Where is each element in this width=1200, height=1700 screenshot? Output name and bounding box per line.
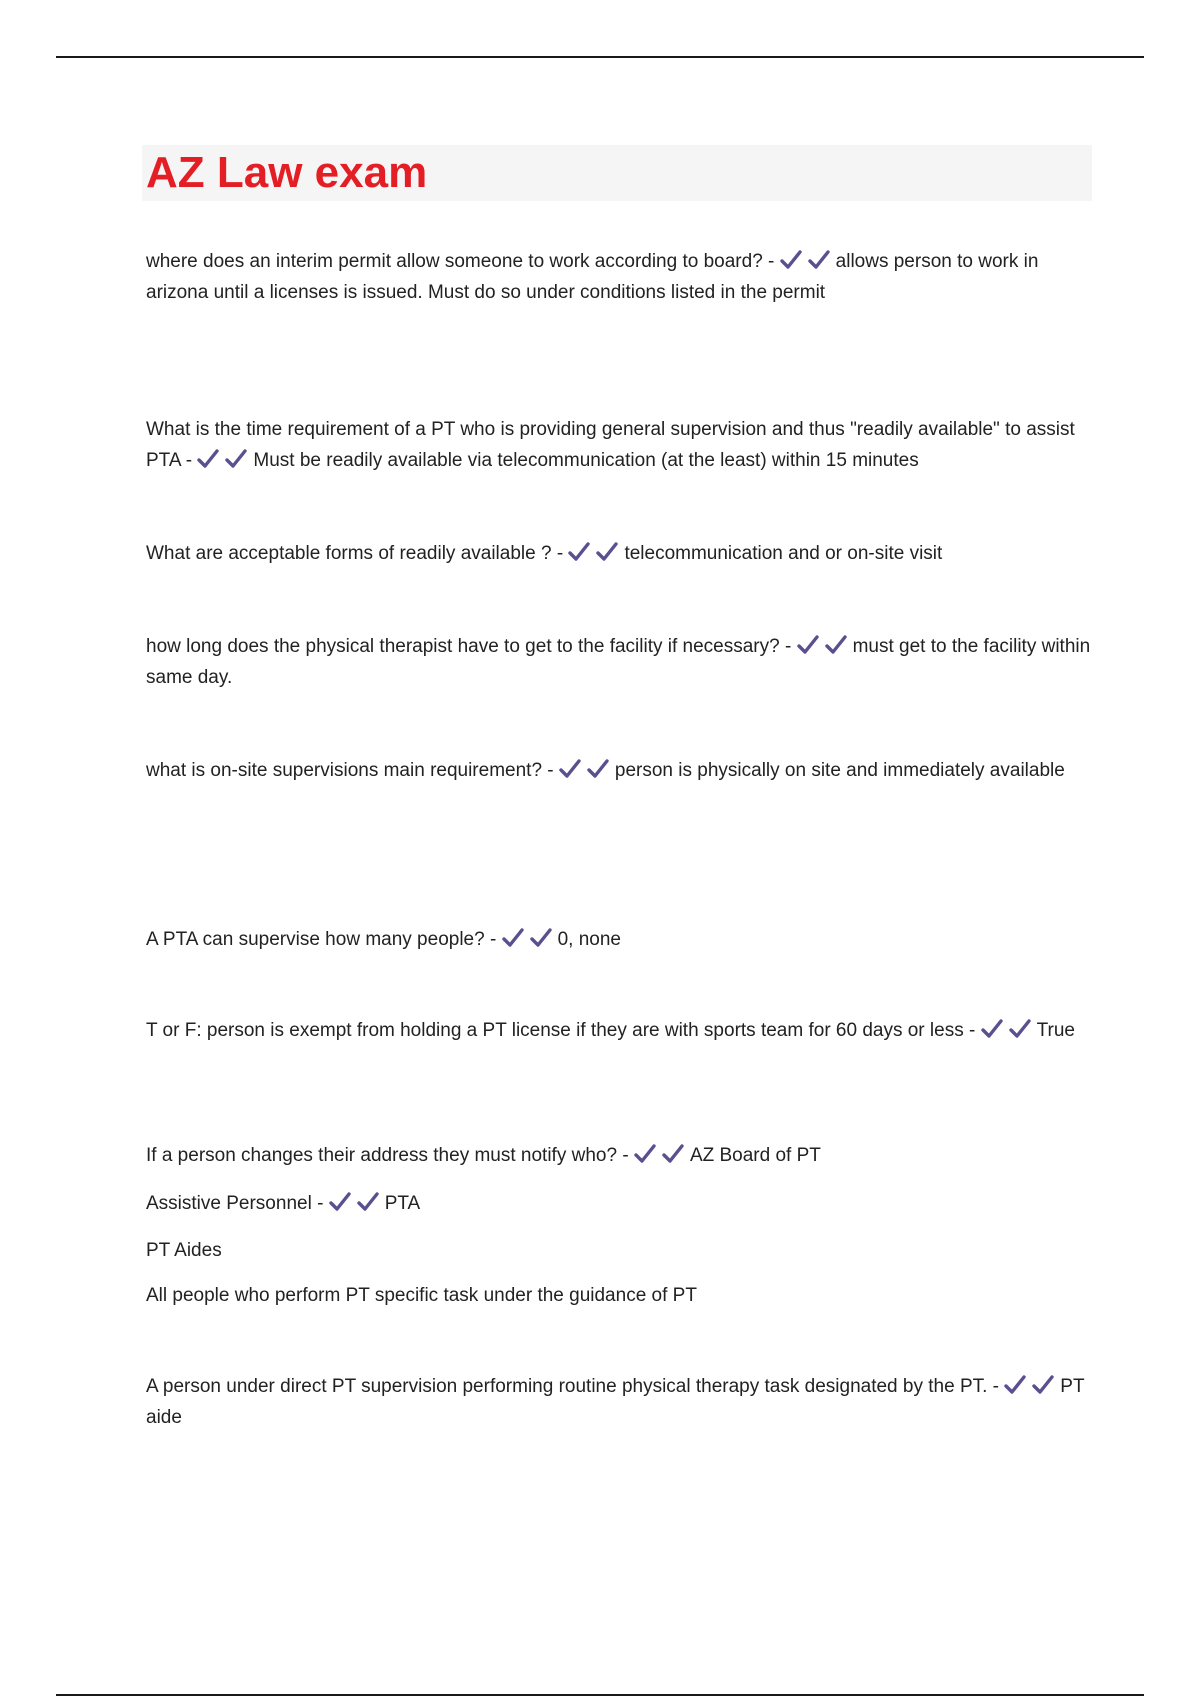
- check-icon: [357, 1192, 379, 1212]
- answer-text: allows person to work in arizona until a licenses is issued. Must do so under conditions listed in the permit: [146, 251, 1039, 303]
- check-icon: [502, 928, 524, 948]
- qa-item: [146, 631, 1096, 693]
- qa-item: [146, 1188, 1096, 1219]
- question-text: A PTA can supervise how many people? -: [146, 929, 497, 950]
- question-text: What are acceptable forms of readily available ? -: [146, 543, 564, 564]
- answer-text: True: [1036, 1020, 1075, 1041]
- qa-item: [146, 924, 1096, 955]
- answer-text: 0, none: [557, 929, 621, 950]
- qa-item: [146, 755, 1096, 786]
- check-icon: [568, 542, 590, 562]
- check-icon: [797, 635, 819, 655]
- check-icon: [662, 1144, 684, 1164]
- check-icon: [825, 635, 847, 655]
- check-icon: [197, 449, 219, 469]
- check-icon: [559, 759, 581, 779]
- check-icon: [225, 449, 247, 469]
- question-text: What is the time requirement of a PT who is providing general supervision and thus "readily available" to assist PTA -: [146, 419, 1075, 471]
- check-icon: [329, 1192, 351, 1212]
- qa-item: [146, 538, 1096, 569]
- top-rule: [56, 56, 1144, 58]
- check-icon: [981, 1019, 1003, 1039]
- answer-text: PT aide: [146, 1376, 1085, 1428]
- question-text: T or F: person is exempt from holding a PT license if they are with sports team for 60 days or less -: [146, 1020, 976, 1041]
- check-icon: [780, 250, 802, 270]
- check-icon: [596, 542, 618, 562]
- answer-extra-line: All people who perform PT specific task under the guidance of PT: [146, 1285, 697, 1306]
- answer-text: AZ Board of PT: [689, 1145, 821, 1166]
- question-text: A person under direct PT supervision performing routine physical therapy task designated by the PT. -: [146, 1376, 999, 1397]
- check-icon: [587, 759, 609, 779]
- qa-item: [146, 1371, 1096, 1433]
- check-icon: [1032, 1375, 1054, 1395]
- check-icon: [808, 250, 830, 270]
- answer-text: PTA: [384, 1193, 421, 1214]
- page-title: AZ Law exam: [146, 148, 428, 197]
- question-text: If a person changes their address they must notify who? -: [146, 1145, 629, 1166]
- check-icon: [530, 928, 552, 948]
- question-text: Assistive Personnel -: [146, 1193, 324, 1214]
- question-text: what is on-site supervisions main requirement? -: [146, 760, 554, 781]
- bottom-rule: [56, 1694, 1144, 1696]
- qa-item: [146, 414, 1096, 476]
- answer-extra-line: PT Aides: [146, 1240, 222, 1261]
- question-text: how long does the physical therapist have to get to the facility if necessary? -: [146, 636, 792, 657]
- answer-text: person is physically on site and immediately available: [614, 760, 1065, 781]
- check-icon: [1004, 1375, 1026, 1395]
- check-icon: [1009, 1019, 1031, 1039]
- question-text: where does an interim permit allow someone to work according to board? -: [146, 251, 775, 272]
- qa-item: [146, 1140, 1096, 1171]
- answer-text: must get to the facility within same day.: [146, 636, 1091, 688]
- check-icon: [634, 1144, 656, 1164]
- qa-item: [146, 1015, 1096, 1046]
- answer-text: telecommunication and or on-site visit: [624, 543, 943, 564]
- answer-text: Must be readily available via telecommunication (at the least) within 15 minutes: [253, 450, 919, 471]
- qa-item: [146, 246, 1096, 308]
